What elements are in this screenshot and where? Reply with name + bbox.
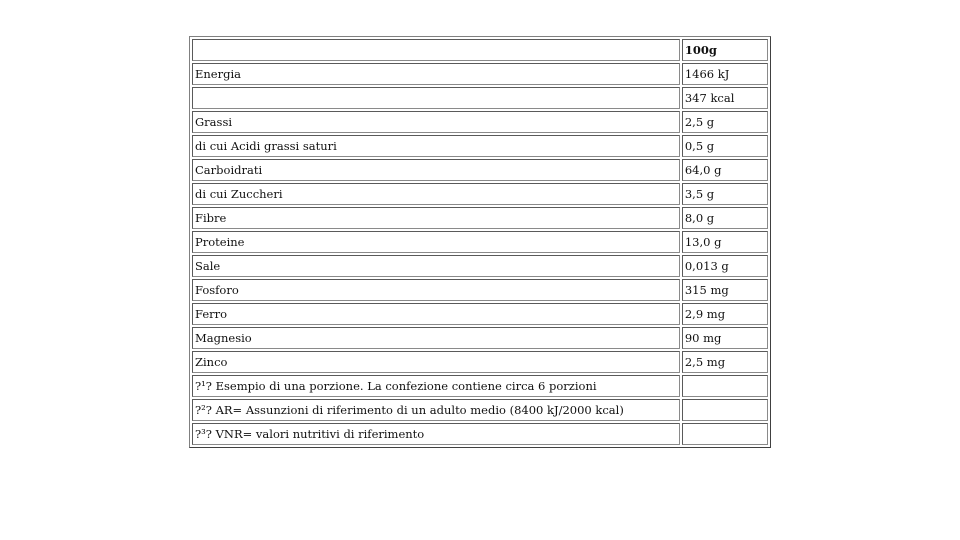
table-row <box>192 351 768 373</box>
row-value: 347 kcal <box>682 87 768 109</box>
header-value-cell: 100g <box>682 39 768 61</box>
row-label: Proteine <box>192 231 680 253</box>
table-row <box>192 327 768 349</box>
table-row <box>192 423 768 445</box>
row-value: 0,013 g <box>682 255 768 277</box>
row-label: Magnesio <box>192 327 680 349</box>
row-label: Fibre <box>192 207 680 229</box>
footnote-portion: ?¹? Esempio di una porzione. La confezione contiene circa 6 porzioni <box>192 375 680 397</box>
row-value: 90 mg <box>682 327 768 349</box>
nutrition-table <box>189 36 771 448</box>
header-label-cell <box>192 39 680 61</box>
row-label: Fosforo <box>192 279 680 301</box>
row-value: 3,5 g <box>682 183 768 205</box>
row-value: 315 mg <box>682 279 768 301</box>
row-label: Grassi <box>192 111 680 133</box>
row-value: 2,5 g <box>682 111 768 133</box>
table-row <box>192 399 768 421</box>
row-value: 13,0 g <box>682 231 768 253</box>
row-value: 2,9 mg <box>682 303 768 325</box>
row-label: Carboidrati <box>192 159 680 181</box>
row-value <box>682 375 768 397</box>
row-label <box>192 87 680 109</box>
table-row <box>192 135 768 157</box>
table-row <box>192 87 768 109</box>
table-row <box>192 111 768 133</box>
table-row <box>192 255 768 277</box>
table-header-row <box>192 39 768 61</box>
row-value <box>682 399 768 421</box>
table-row <box>192 231 768 253</box>
table-row <box>192 303 768 325</box>
row-label: di cui Acidi grassi saturi <box>192 135 680 157</box>
table-row <box>192 375 768 397</box>
row-label: Zinco <box>192 351 680 373</box>
row-label: di cui Zuccheri <box>192 183 680 205</box>
footnote-vnr: ?³? VNR= valori nutritivi di riferimento <box>192 423 680 445</box>
table-row <box>192 207 768 229</box>
row-value: 64,0 g <box>682 159 768 181</box>
row-value: 1466 kJ <box>682 63 768 85</box>
table-row <box>192 183 768 205</box>
row-value: 2,5 mg <box>682 351 768 373</box>
row-label: Energia <box>192 63 680 85</box>
row-value <box>682 423 768 445</box>
table-row <box>192 63 768 85</box>
row-label: Sale <box>192 255 680 277</box>
table-row <box>192 279 768 301</box>
row-value: 0,5 g <box>682 135 768 157</box>
footnote-ar: ?²? AR= Assunzioni di riferimento di un adulto medio (8400 kJ/2000 kcal) <box>192 399 680 421</box>
row-value: 8,0 g <box>682 207 768 229</box>
row-label: Ferro <box>192 303 680 325</box>
table-row <box>192 159 768 181</box>
